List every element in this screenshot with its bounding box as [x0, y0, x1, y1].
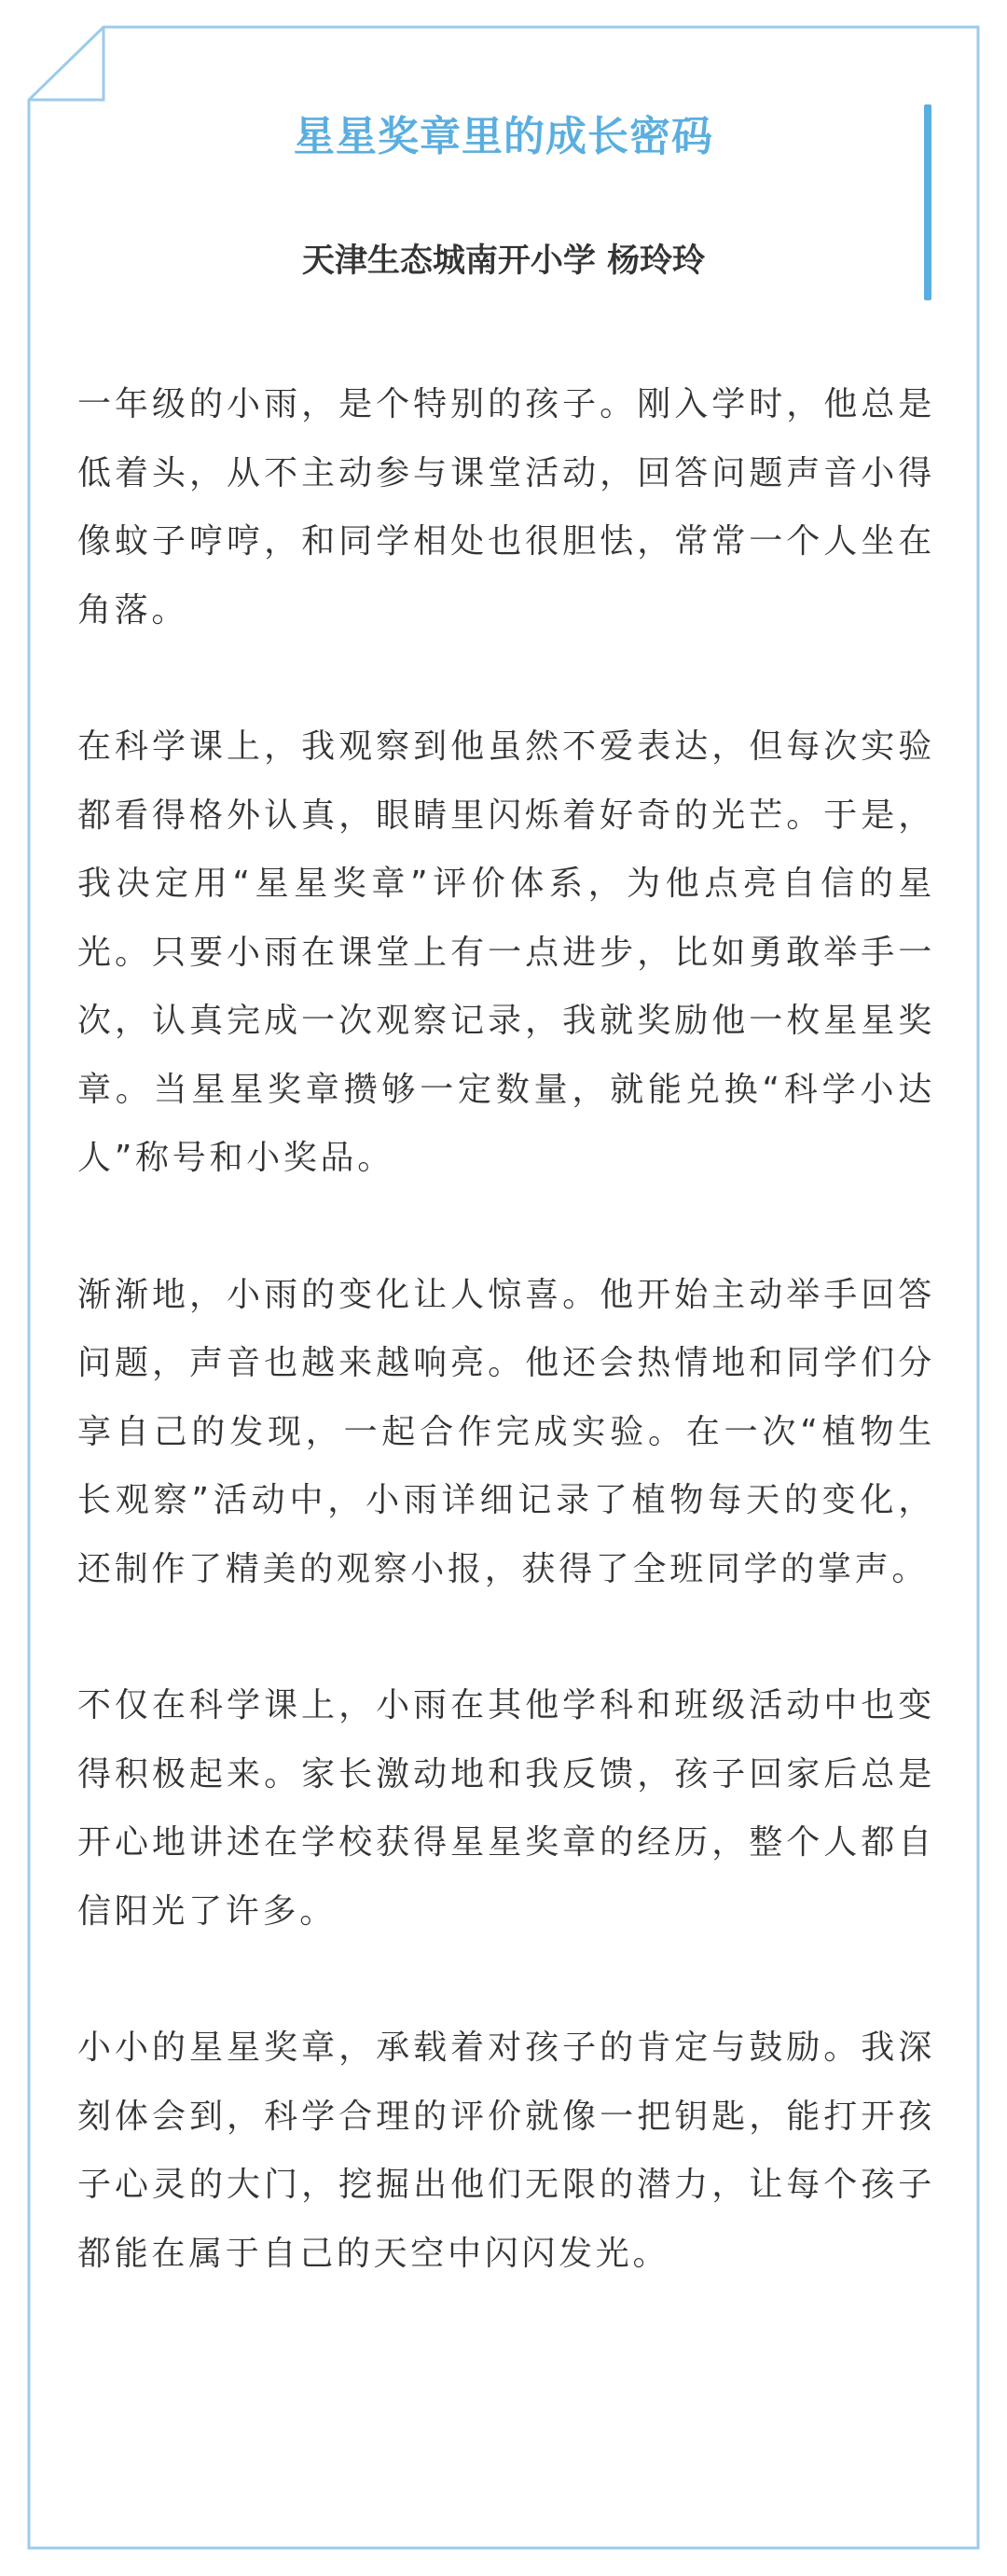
article-frame	[27, 25, 980, 2550]
paragraph: 不仅在科学课上，小雨在其他学科和班级活动中也变得积极起来。家长激动地和我反馈，孩子回家后总是开心地讲述在学校获得星星奖章的经历，整个人都自信阳光了许多。	[77, 1686, 935, 1931]
article-title: 星星奖章里的成长密码	[294, 113, 713, 160]
article-author: 天津生态城南开小学 杨玲玲	[301, 242, 706, 280]
paragraph: 小小的星星奖章，承载着对孩子的肯定与鼓励。我深刻体会到，科学合理的评价就像一把钥匙，能打开孩子心灵的大门，挖掘出他们无限的潜力，让每个孩子都能在属于自己的天空中闪闪发光。	[77, 2029, 935, 2273]
article-body	[77, 370, 935, 2356]
paragraph: 在科学课上，我观察到他虽然不爱表达，但每次实验都看得格外认真，眼睛里闪烁着好奇的光芒。于是，我决定用“星星奖章”评价体系，为他点亮自信的星光。只要小雨在课堂上有一点进步，比如勇敢举手一次，认真完成一次观察记录，我就奖励他一枚星星奖章。当星星奖章攒够一定数量，就能兑换“科学小达人”称号和小奖品。	[77, 727, 935, 1177]
paragraph: 一年级的小雨，是个特别的孩子。刚入学时，他总是低着头，从不主动参与课堂活动，回答问题声音小得像蚊子哼哼，和同学相处也很胆怯，常常一个人坐在角落。	[77, 385, 935, 630]
paragraph: 渐渐地，小雨的变化让人惊喜。他开始主动举手回答问题，声音也越来越响亮。他还会热情地和同学们分享自己的发现，一起合作完成实验。在一次“植物生长观察”活动中，小雨详细记录了植物每天的变化，还制作了精美的观察小报，获得了全班同学的掌声。	[77, 1275, 935, 1588]
